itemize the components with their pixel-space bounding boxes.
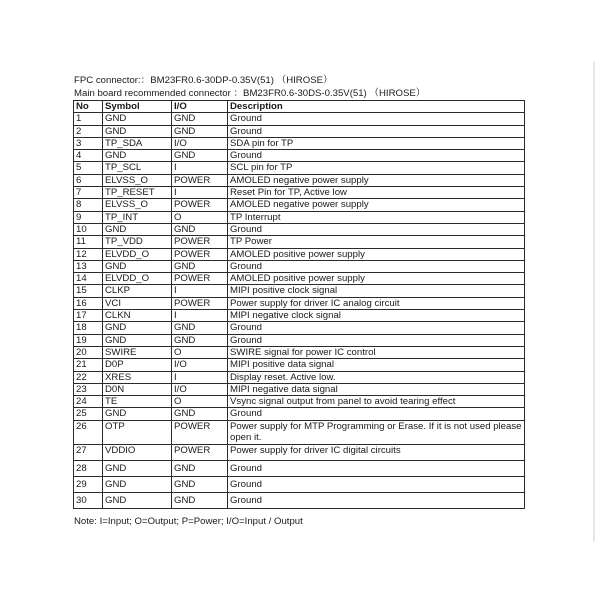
io-cell: I/O [172, 383, 228, 395]
table-row [74, 346, 525, 358]
table-row [74, 476, 525, 492]
symbol-cell: CLKN [103, 310, 172, 322]
table-row [74, 383, 525, 395]
symbol-cell: TP_SDA [103, 137, 172, 149]
table-row [74, 297, 525, 309]
io-cell: GND [172, 223, 228, 235]
description-cell: Ground [228, 322, 525, 334]
symbol-cell: GND [103, 125, 172, 137]
io-cell: I [172, 310, 228, 322]
description-cell: SDA pin for TP [228, 137, 525, 149]
pin-number-cell: 29 [74, 476, 103, 492]
table-row [74, 248, 525, 260]
io-cell: POWER [172, 273, 228, 285]
pin-number-cell: 13 [74, 260, 103, 272]
symbol-cell: OTP [103, 420, 172, 444]
description-cell: TP Power [228, 236, 525, 248]
table-row [74, 359, 525, 371]
pin-number-cell: 25 [74, 408, 103, 420]
table-row [74, 444, 525, 460]
table-row [74, 396, 525, 408]
pin-number-cell: 11 [74, 236, 103, 248]
column-header-symbol: Symbol [103, 101, 172, 113]
table-row [74, 236, 525, 248]
symbol-cell: TP_RESET [103, 187, 172, 199]
table-row [74, 460, 525, 476]
pin-number-cell: 16 [74, 297, 103, 309]
description-cell: Power supply for driver IC analog circuit [228, 297, 525, 309]
io-cell: GND [172, 408, 228, 420]
page-edge-shadow [593, 62, 595, 542]
io-cell: POWER [172, 420, 228, 444]
description-cell: Power supply for driver IC digital circuits [228, 444, 525, 460]
table-row [74, 260, 525, 272]
description-cell: SWIRE signal for power IC control [228, 346, 525, 358]
table-row [74, 199, 525, 211]
pin-number-cell: 19 [74, 334, 103, 346]
column-header-description: Description [228, 101, 525, 113]
io-cell: I/O [172, 137, 228, 149]
table-row [74, 211, 525, 223]
description-cell: TP Interrupt [228, 211, 525, 223]
table-row [74, 174, 525, 186]
description-cell: Ground [228, 334, 525, 346]
symbol-cell: XRES [103, 371, 172, 383]
description-cell: AMOLED negative power supply [228, 199, 525, 211]
symbol-cell: GND [103, 223, 172, 235]
table-row [74, 223, 525, 235]
table-row [74, 113, 525, 125]
io-cell: I [172, 285, 228, 297]
pin-number-cell: 6 [74, 174, 103, 186]
io-cell: POWER [172, 199, 228, 211]
pin-number-cell: 7 [74, 187, 103, 199]
pin-number-cell: 10 [74, 223, 103, 235]
description-cell: SCL pin for TP [228, 162, 525, 174]
description-cell: Ground [228, 492, 525, 508]
symbol-cell: TP_VDD [103, 236, 172, 248]
symbol-cell: GND [103, 260, 172, 272]
pin-number-cell: 24 [74, 396, 103, 408]
description-cell: Ground [228, 223, 525, 235]
description-cell: MIPI positive data signal [228, 359, 525, 371]
symbol-cell: TP_INT [103, 211, 172, 223]
io-cell: GND [172, 460, 228, 476]
pin-number-cell: 9 [74, 211, 103, 223]
pin-number-cell: 5 [74, 162, 103, 174]
io-cell: GND [172, 125, 228, 137]
symbol-cell: GND [103, 492, 172, 508]
description-cell: Ground [228, 113, 525, 125]
description-cell: Power supply for MTP Programming or Erase. If it is not used please open it. [228, 420, 525, 444]
symbol-cell: ELVDD_O [103, 248, 172, 260]
symbol-cell: GND [103, 150, 172, 162]
table-row [74, 137, 525, 149]
symbol-cell: ELVSS_O [103, 199, 172, 211]
pin-number-cell: 2 [74, 125, 103, 137]
pin-number-cell: 15 [74, 285, 103, 297]
table-row [74, 408, 525, 420]
symbol-cell: GND [103, 408, 172, 420]
table-row [74, 310, 525, 322]
description-cell: Ground [228, 150, 525, 162]
pin-number-cell: 18 [74, 322, 103, 334]
pin-number-cell: 8 [74, 199, 103, 211]
io-cell: POWER [172, 444, 228, 460]
io-cell: GND [172, 492, 228, 508]
io-cell: POWER [172, 248, 228, 260]
io-cell: I [172, 162, 228, 174]
symbol-cell: VDDIO [103, 444, 172, 460]
symbol-cell: ELVDD_O [103, 273, 172, 285]
description-cell: Ground [228, 260, 525, 272]
symbol-cell: TE [103, 396, 172, 408]
table-row [74, 334, 525, 346]
table-row [74, 285, 525, 297]
pin-number-cell: 14 [74, 273, 103, 285]
symbol-cell: TP_SCL [103, 162, 172, 174]
io-cell: GND [172, 476, 228, 492]
table-row [74, 187, 525, 199]
description-cell: Ground [228, 408, 525, 420]
io-cell: POWER [172, 236, 228, 248]
description-cell: MIPI positive clock signal [228, 285, 525, 297]
io-cell: GND [172, 334, 228, 346]
table-header-row [74, 101, 525, 113]
pin-number-cell: 4 [74, 150, 103, 162]
io-cell: POWER [172, 174, 228, 186]
pin-number-cell: 21 [74, 359, 103, 371]
io-cell: O [172, 346, 228, 358]
pin-number-cell: 26 [74, 420, 103, 444]
symbol-cell: SWIRE [103, 346, 172, 358]
io-cell: I [172, 371, 228, 383]
pin-number-cell: 27 [74, 444, 103, 460]
symbol-cell: GND [103, 334, 172, 346]
io-cell: I/O [172, 359, 228, 371]
symbol-cell: GND [103, 460, 172, 476]
description-cell: AMOLED positive power supply [228, 248, 525, 260]
legend-note: Note: I=Input; O=Output; P=Power; I/O=Input / Output [74, 516, 303, 527]
io-cell: O [172, 211, 228, 223]
description-cell: Display reset. Active low. [228, 371, 525, 383]
column-header-io: I/O [172, 101, 228, 113]
pin-number-cell: 30 [74, 492, 103, 508]
main-board-connector-line: Main board recommended connector ：BM23FR0.6-30DS-0.35V(51) （HIROSE） [74, 88, 426, 99]
symbol-cell: VCI [103, 297, 172, 309]
table-row [74, 162, 525, 174]
table-body [74, 113, 525, 508]
description-cell: Reset Pin for TP, Active low [228, 187, 525, 199]
description-cell: Ground [228, 460, 525, 476]
pin-number-cell: 17 [74, 310, 103, 322]
table-row [74, 492, 525, 508]
table-row [74, 371, 525, 383]
symbol-cell: D0P [103, 359, 172, 371]
description-cell: Vsync signal output from panel to avoid tearing effect [228, 396, 525, 408]
description-cell: Ground [228, 125, 525, 137]
io-cell: O [172, 396, 228, 408]
pin-number-cell: 20 [74, 346, 103, 358]
pin-number-cell: 3 [74, 137, 103, 149]
pin-number-cell: 28 [74, 460, 103, 476]
symbol-cell: GND [103, 322, 172, 334]
symbol-cell: D0N [103, 383, 172, 395]
io-cell: I [172, 187, 228, 199]
description-cell: MIPI negative clock signal [228, 310, 525, 322]
description-cell: Ground [228, 476, 525, 492]
pin-definition-table [73, 100, 525, 509]
pin-number-cell: 12 [74, 248, 103, 260]
table-row [74, 420, 525, 444]
table-row [74, 273, 525, 285]
symbol-cell: GND [103, 113, 172, 125]
fpc-connector-line: FPC connector:：BM23FR0.6-30DP-0.35V(51) （HIROSE） [74, 75, 333, 86]
io-cell: GND [172, 260, 228, 272]
symbol-cell: ELVSS_O [103, 174, 172, 186]
description-cell: AMOLED negative power supply [228, 174, 525, 186]
column-header-no: No [74, 101, 103, 113]
pin-number-cell: 1 [74, 113, 103, 125]
description-cell: AMOLED positive power supply [228, 273, 525, 285]
pin-number-cell: 22 [74, 371, 103, 383]
io-cell: GND [172, 113, 228, 125]
table-row [74, 150, 525, 162]
table-row [74, 125, 525, 137]
io-cell: POWER [172, 297, 228, 309]
io-cell: GND [172, 150, 228, 162]
pin-number-cell: 23 [74, 383, 103, 395]
symbol-cell: CLKP [103, 285, 172, 297]
description-cell: MIPI negative data signal [228, 383, 525, 395]
io-cell: GND [172, 322, 228, 334]
symbol-cell: GND [103, 476, 172, 492]
table-row [74, 322, 525, 334]
